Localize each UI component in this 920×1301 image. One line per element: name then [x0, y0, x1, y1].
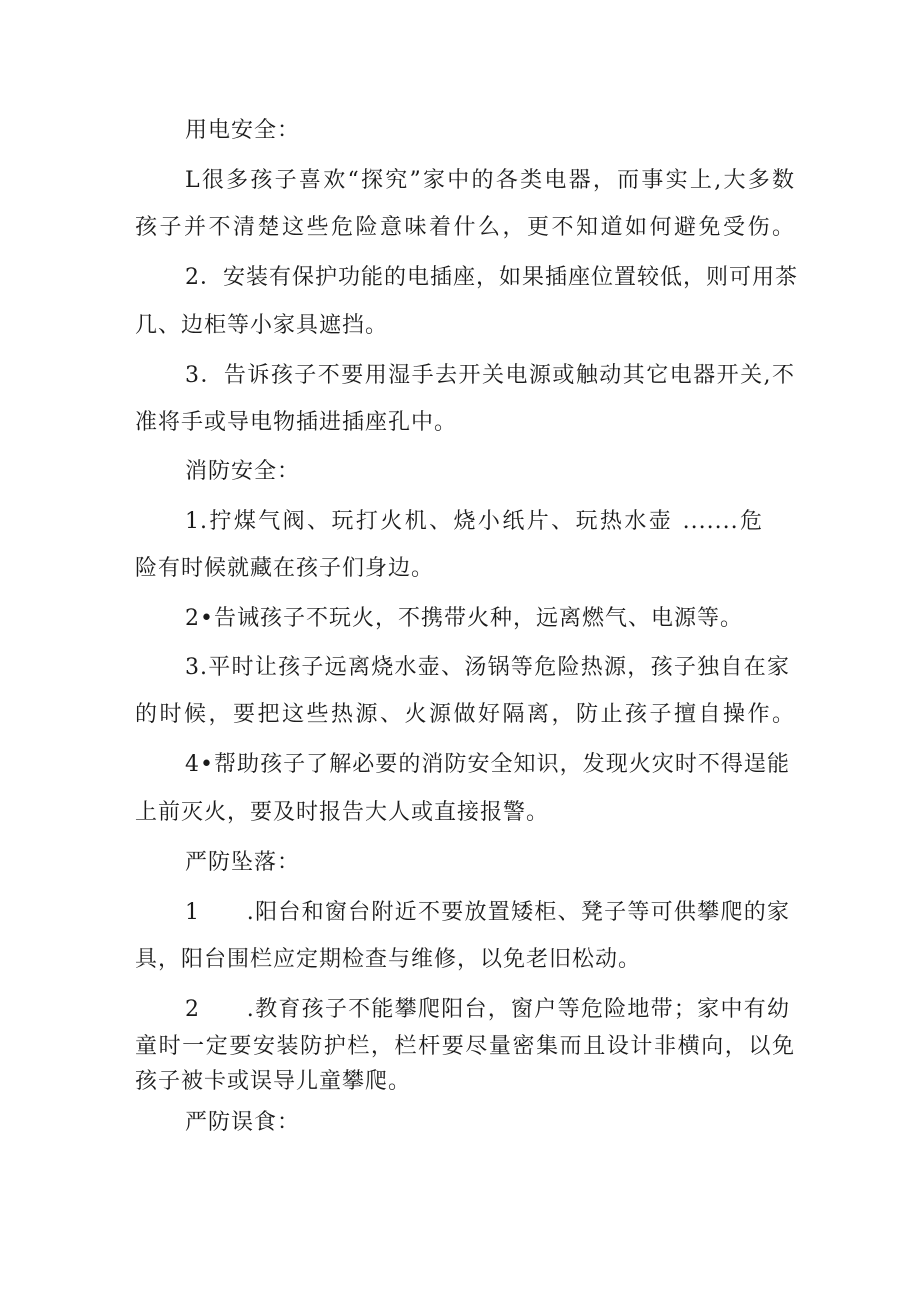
- paragraph-line: 具，阳台围栏应定期检查与维修，以免老旧松动。: [135, 947, 642, 972]
- paragraph-line: 的时候，要把这些热源、火源做好隔离，防止孩子擅自操作。: [135, 702, 795, 727]
- paragraph-line: 3．告诉孩子不要用湿手去开关电源或触动其它电器开关,不: [185, 363, 795, 388]
- section-heading-electric: 用电安全：: [185, 118, 301, 143]
- paragraph-line: 3.平时让孩子远离烧水壶、汤锅等危险热源，孩子独自在家: [185, 655, 790, 680]
- paragraph-line: 4•帮助孩子了解必要的消防安全知识，发现火灾时不得逞能: [185, 752, 790, 777]
- paragraph-line: 2•告诫孩子不玩火，不携带火种，远离燃气、电源等。: [185, 606, 743, 631]
- paragraph-line: 童时一定要安装防护栏，栏杆要尽量密集而且设计非横向，以免: [135, 1034, 795, 1059]
- paragraph-line: 2 .教育孩子不能攀爬阳台，窗户等危险地带；家中有幼: [185, 997, 790, 1022]
- paragraph-line: 1.拧煤气阀、玩打火机、烧小纸片、玩热水壶 .......危: [185, 509, 763, 534]
- paragraph-line: 险有时候就藏在孩子们身边。: [135, 556, 435, 581]
- section-heading-ingestion: 严防误食：: [185, 1110, 301, 1135]
- paragraph-line: 1 .阳台和窗台附近不要放置矮柜、凳子等可供攀爬的家: [185, 900, 790, 925]
- paragraph-line: 上前灭火，要及时报告大人或直接报警。: [135, 800, 550, 825]
- paragraph-line: 几、边柜等小家具遮挡。: [135, 313, 389, 338]
- paragraph-line: 孩子并不清楚这些危险意味着什么，更不知道如何避免受伤。: [135, 215, 795, 240]
- paragraph-line: 2．安装有保护功能的电插座，如果插座位置较低，则可用茶: [185, 265, 798, 290]
- paragraph-line: 准将手或导电物插进插座孔中。: [135, 410, 458, 435]
- paragraph-line: 孩子被卡或误导儿童攀爬。: [135, 1069, 412, 1094]
- section-heading-fall: 严防坠落：: [185, 850, 301, 875]
- section-heading-fire: 消防安全：: [185, 459, 301, 484]
- paragraph-line: L很多孩子喜欢“探究”家中的各类电器，而事实上,大多数: [185, 168, 795, 193]
